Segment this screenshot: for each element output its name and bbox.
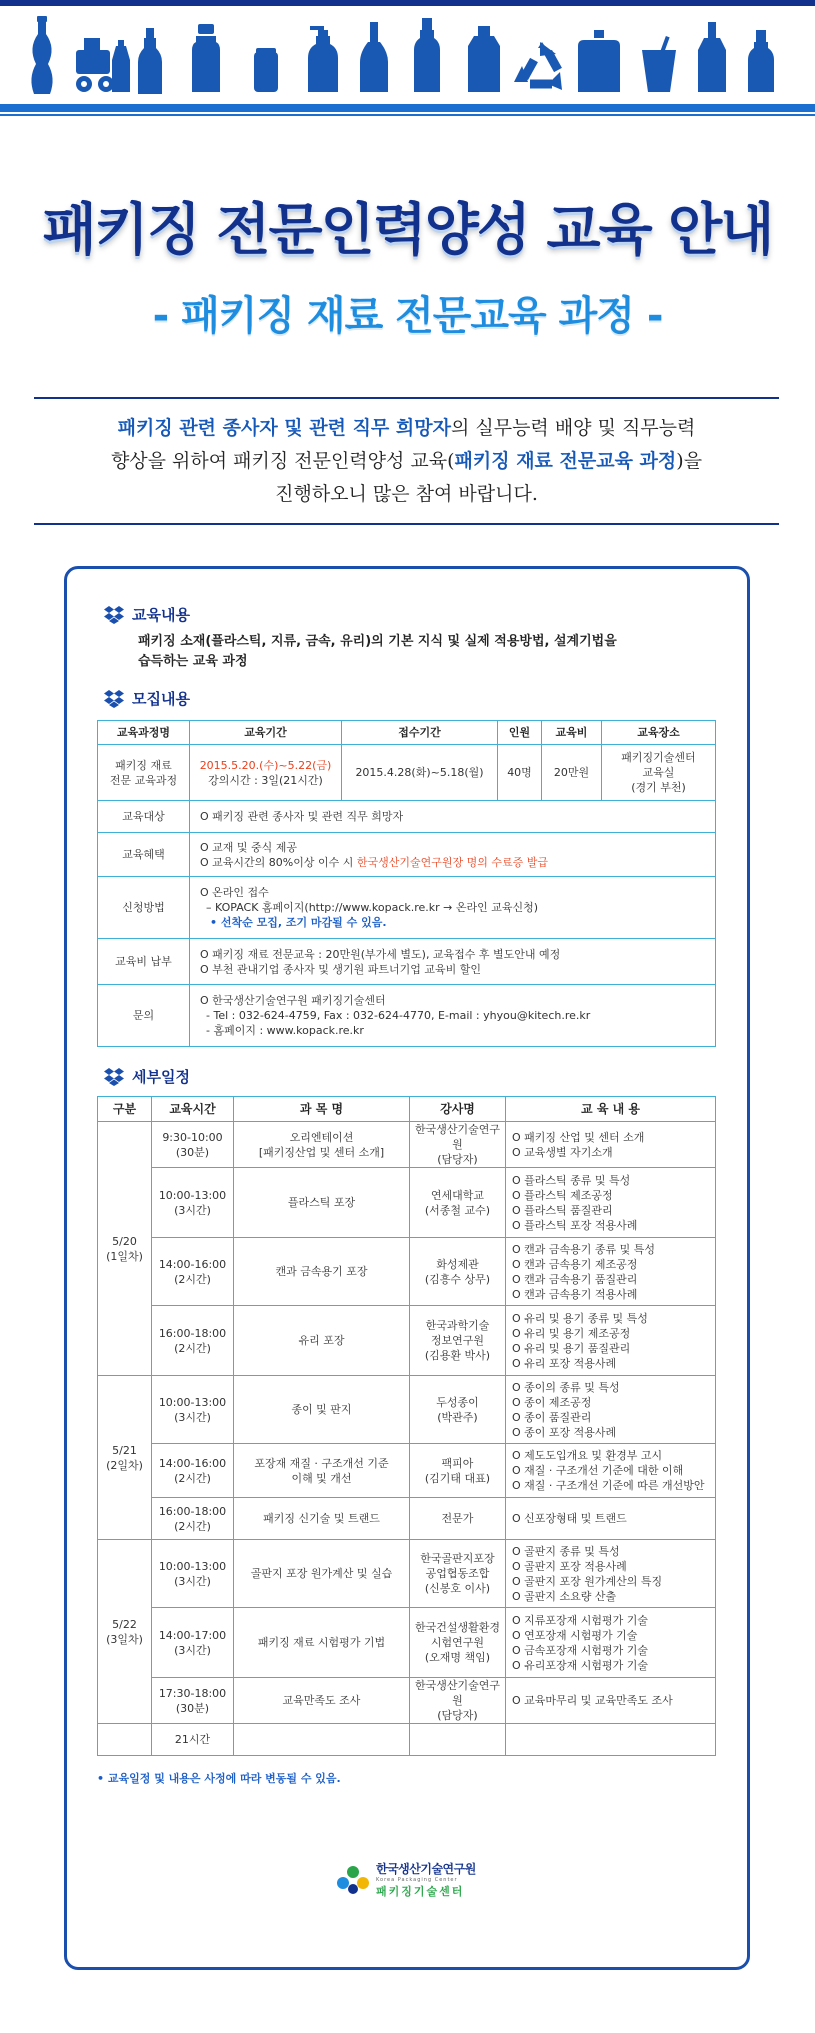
fee-cell: 20만원 (542, 745, 602, 801)
header-band (0, 104, 815, 112)
content-cell: O 제도도입개요 및 환경부 고시 O 재질 · 구조개선 기준에 대한 이해 O 재질 · 구조개선 기준에 따른 개선방안 (506, 1444, 716, 1498)
day-cell: 5/22 (3일차) (98, 1540, 152, 1724)
place-line: 교육실 (642, 766, 675, 779)
recruit-course-row (98, 745, 716, 801)
course-name-line: 패키징 재료 (115, 758, 172, 772)
bottle-icon (31, 16, 52, 94)
recruit-table (97, 720, 716, 1047)
headcount-cell: 40명 (498, 745, 542, 801)
subject-cell: 포장재 재질 · 구조개선 기준 이해 및 개선 (234, 1444, 410, 1498)
payment-line: O 부천 관내기업 종사자 및 생기원 파트너기업 교육비 할인 (200, 962, 482, 976)
certificate-highlight: 한국생산기술연구원장 명의 수료증 발급 (356, 855, 548, 869)
apply-homepage-line: – KOPACK 홈페이지(http://www.kopack.re.kr → 온라인 교육신청) (206, 901, 539, 914)
subject-cell: 캔과 금속용기 포장 (234, 1238, 410, 1306)
apply-period-cell: 2015.4.28(화)~5.18(월) (342, 745, 498, 801)
benefit-value (190, 833, 716, 877)
contact-line: O 한국생산기술연구원 패키징기술센터 (200, 994, 386, 1007)
lecturer-cell: 팩피아 (김기태 대표) (410, 1444, 506, 1498)
page-subtitle: - 패키징 재료 전문교육 과정 - (152, 293, 663, 339)
course-period-hours: 강의시간 : 3일(21시간) (208, 773, 323, 787)
packaging-icons-illustration (0, 8, 815, 102)
apply-notice: • 선착순 모집, 조기 마감될 수 있음. (210, 916, 387, 929)
course-name-cell (98, 745, 190, 801)
time-cell: 14:00-16:00 (2시간) (152, 1444, 234, 1498)
lecturer-cell: 한국골판지포장 공업협동조합 (신봉호 이사) (410, 1540, 506, 1608)
schedule-table (97, 1096, 716, 1756)
content-cell: O 교육마무리 및 교육만족도 조사 (506, 1678, 716, 1724)
time-cell: 17:30-18:00 (30분) (152, 1678, 234, 1724)
recruit-header-cell: 인원 (498, 721, 542, 745)
logo-center-name: 패키징기술센터 (376, 1885, 465, 1898)
benefit-line: O 교재 및 중식 제공 (200, 840, 298, 854)
section-schedule (104, 1066, 190, 1087)
intro-line-1 (34, 412, 779, 445)
tractor-icon (76, 38, 114, 92)
table-row (98, 1540, 716, 1608)
payment-label: 교육비 납부 (98, 939, 190, 985)
schedule-header-cell: 교육시간 (152, 1097, 234, 1122)
bottle-icon (308, 26, 338, 92)
schedule-header-cell: 과 목 명 (234, 1097, 410, 1122)
lecturer-cell: 연세대학교 (서종철 교수) (410, 1168, 506, 1238)
cup-icon (642, 36, 676, 92)
lecturer-cell: 화성제관 (김흥수 상무) (410, 1238, 506, 1306)
contact-row (98, 985, 716, 1047)
total-empty-cell (98, 1724, 152, 1756)
intro-line-3: 진행하오니 많은 참여 바랍니다. (275, 483, 538, 505)
table-row (98, 1168, 716, 1238)
header-icon-strip (0, 8, 815, 102)
intro-line-2 (34, 445, 779, 478)
subject-cell: 패키징 신기술 및 트랜드 (234, 1498, 410, 1540)
table-row (98, 1306, 716, 1376)
content-cell: O 골판지 종류 및 특성 O 골판지 포장 적용사례 O 골판지 포장 원가계산의 특징 O 골판지 소요량 산출 (506, 1540, 716, 1608)
total-hours-cell: 21시간 (152, 1724, 234, 1756)
schedule-header-row (98, 1097, 716, 1122)
subject-cell: 오리엔테이션 [패키징산업 및 센터 소개] (234, 1122, 410, 1168)
place-line: (경기 부천) (631, 781, 686, 794)
total-empty-cell (410, 1724, 506, 1756)
time-cell: 14:00-17:00 (3시간) (152, 1608, 234, 1678)
bottle-icon (578, 30, 620, 92)
content-cell: O 지류포장재 시험평가 기술 O 연포장재 시험평가 기술 O 금속포장재 시험평가 기술 O 유리포장재 시험평가 기술 (506, 1608, 716, 1678)
logo-name-en: Korea Packaging Center (376, 1877, 458, 1883)
time-cell: 14:00-16:00 (2시간) (152, 1238, 234, 1306)
intro-bottom-rule (34, 523, 779, 525)
contact-homepage-line: - 홈페이지 : www.kopack.re.kr (206, 1024, 364, 1037)
content-cell: O 종이의 종류 및 특성 O 종이 제조공정 O 종이 품질관리 O 종이 포장 적용사례 (506, 1376, 716, 1444)
intro-text-2a: 향상을 위하여 패키징 전문인력양성 교육( (110, 450, 455, 472)
contact-label: 문의 (98, 985, 190, 1047)
total-empty-cell (506, 1724, 716, 1756)
recruit-header-cell: 교육과정명 (98, 721, 190, 745)
payment-row (98, 939, 716, 985)
page-title: 패키징 전문인력양성 교육 안내 (42, 198, 773, 263)
time-cell: 16:00-18:00 (2시간) (152, 1306, 234, 1376)
kitech-logo (336, 1860, 476, 1899)
bottle-icon (192, 24, 220, 92)
lecturer-cell: 한국건설생활환경 시험연구원 (오재명 책임) (410, 1608, 506, 1678)
recruit-header-row (98, 721, 716, 745)
lecturer-cell: 한국과학기술 정보연구원 (김용환 박사) (410, 1306, 506, 1376)
time-cell: 16:00-18:00 (2시간) (152, 1498, 234, 1540)
table-row (98, 1238, 716, 1306)
benefit-row (98, 833, 716, 877)
apply-label: 신청방법 (98, 877, 190, 939)
table-row (98, 1608, 716, 1678)
can-icon (254, 48, 278, 92)
subject-cell: 유리 포장 (234, 1306, 410, 1376)
intro-highlight-2: 패키징 재료 전문교육 과정 (454, 450, 677, 472)
schedule-note: • 교육일정 및 내용은 사정에 따라 변동될 수 있음. (97, 1772, 341, 1785)
benefit-line (200, 855, 715, 870)
schedule-header-cell: 구분 (98, 1097, 152, 1122)
place-line: 패키징기술센터 (621, 751, 696, 764)
section-education-title: 교육내용 (132, 606, 190, 624)
subject-cell: 플라스틱 포장 (234, 1168, 410, 1238)
intro-text-2b: )을 (676, 450, 703, 472)
time-cell: 10:00-13:00 (3시간) (152, 1540, 234, 1608)
target-value: O 패키징 관련 종사자 및 관련 직무 희망자 (190, 801, 716, 833)
apply-value (190, 877, 716, 939)
subject-cell: 골판지 포장 원가계산 및 실습 (234, 1540, 410, 1608)
lecturer-cell: 전문가 (410, 1498, 506, 1540)
logo-name-ko: 한국생산기술연구원 (376, 1862, 476, 1876)
education-desc-line-1: 패키징 소재(플라스틱, 지류, 금속, 유리)의 기본 지식 및 실제 적용방법, 설계기법을 (138, 634, 617, 649)
contact-phone-line: - Tel : 032-624-4759, Fax : 032-624-4770, E-mail : yhyou@kitech.re.kr (206, 1009, 591, 1022)
content-cell: O 패키징 산업 및 센터 소개 O 교육생별 자기소개 (506, 1122, 716, 1168)
section-recruit (104, 688, 190, 709)
dropbox-icon (104, 690, 124, 708)
table-row (98, 1444, 716, 1498)
apply-line: O 온라인 접수 (200, 886, 269, 899)
course-name-line: 전문 교육과정 (109, 773, 178, 787)
education-description (138, 632, 698, 672)
recruit-header-cell: 접수기간 (342, 721, 498, 745)
bottle-icon (748, 30, 774, 92)
course-period-cell (190, 745, 342, 801)
education-desc-line-2: 습득하는 교육 과정 (138, 654, 248, 669)
time-cell: 10:00-13:00 (3시간) (152, 1376, 234, 1444)
lecturer-cell: 두성종이 (박관주) (410, 1376, 506, 1444)
benefit-text: O 교육시간의 80%이상 이수 시 (200, 855, 357, 869)
intro-highlight-1: 패키징 관련 종사자 및 관련 직무 희망자 (117, 417, 451, 439)
bottle-icon (360, 22, 388, 92)
subject-cell: 교육만족도 조사 (234, 1678, 410, 1724)
section-recruit-title: 모집내용 (132, 690, 190, 708)
place-cell (602, 745, 716, 801)
recruit-header-cell: 교육비 (542, 721, 602, 745)
apply-row (98, 877, 716, 939)
table-row (98, 1376, 716, 1444)
top-rule (0, 0, 815, 6)
dropbox-icon (104, 1068, 124, 1086)
section-schedule-title: 세부일정 (132, 1068, 190, 1086)
payment-line: O 패키징 재료 전문교육 : 20만원(부가세 별도), 교육접수 후 별도안내 예정 (200, 947, 561, 961)
subject-cell: 패키징 재료 시험평가 기법 (234, 1608, 410, 1678)
table-row (98, 1498, 716, 1540)
lecturer-cell: 한국생산기술연구원 (담당자) (410, 1122, 506, 1168)
intro-text-1: 의 실무능력 배양 및 직무능력 (450, 417, 696, 439)
time-cell: 9:30-10:00 (30분) (152, 1122, 234, 1168)
contact-value (190, 985, 716, 1047)
dropbox-icon (104, 606, 124, 624)
content-cell: O 플라스틱 종류 및 특성 O 플라스틱 제조공정 O 플라스틱 품질관리 O 플라스틱 포장 적용사례 (506, 1168, 716, 1238)
recruit-header-cell: 교육기간 (190, 721, 342, 745)
intro-paragraph (34, 412, 779, 511)
total-row (98, 1724, 716, 1756)
intro-top-rule (34, 397, 779, 399)
course-period-dates: 2015.5.20.(수)~5.22(금) (199, 758, 332, 772)
recruit-header-cell: 교육장소 (602, 721, 716, 745)
day-cell: 5/21 (2일차) (98, 1376, 152, 1540)
subject-cell: 종이 및 판지 (234, 1376, 410, 1444)
table-row (98, 1122, 716, 1168)
bottle-icon (468, 26, 500, 92)
target-row (98, 801, 716, 833)
lecturer-cell: 한국생산기술연구원 (담당자) (410, 1678, 506, 1724)
bottle-icon (414, 18, 440, 92)
target-label: 교육대상 (98, 801, 190, 833)
section-education (104, 604, 190, 625)
bottle-icon (112, 40, 130, 92)
bottle-icon (698, 22, 726, 92)
bottle-icon (138, 28, 162, 94)
content-cell: O 유리 및 용기 종류 및 특성 O 유리 및 용기 제조공정 O 유리 및 용기 품질관리 O 유리 포장 적용사례 (506, 1306, 716, 1376)
schedule-header-cell: 교 육 내 용 (506, 1097, 716, 1122)
schedule-header-cell: 강사명 (410, 1097, 506, 1122)
logo-mark-icon (336, 1865, 370, 1895)
content-cell: O 캔과 금속용기 종류 및 특성 O 캔과 금속용기 제조공정 O 캔과 금속용기 품질관리 O 캔과 금속용기 적용사례 (506, 1238, 716, 1306)
content-cell: O 신포장형태 및 트랜드 (506, 1498, 716, 1540)
payment-value (190, 939, 716, 985)
time-cell: 10:00-13:00 (3시간) (152, 1168, 234, 1238)
table-row (98, 1678, 716, 1724)
benefit-label: 교육혜택 (98, 833, 190, 877)
logo-text (376, 1860, 476, 1899)
total-empty-cell (234, 1724, 410, 1756)
header-band-thin (0, 114, 815, 116)
day-cell: 5/20 (1일차) (98, 1122, 152, 1376)
